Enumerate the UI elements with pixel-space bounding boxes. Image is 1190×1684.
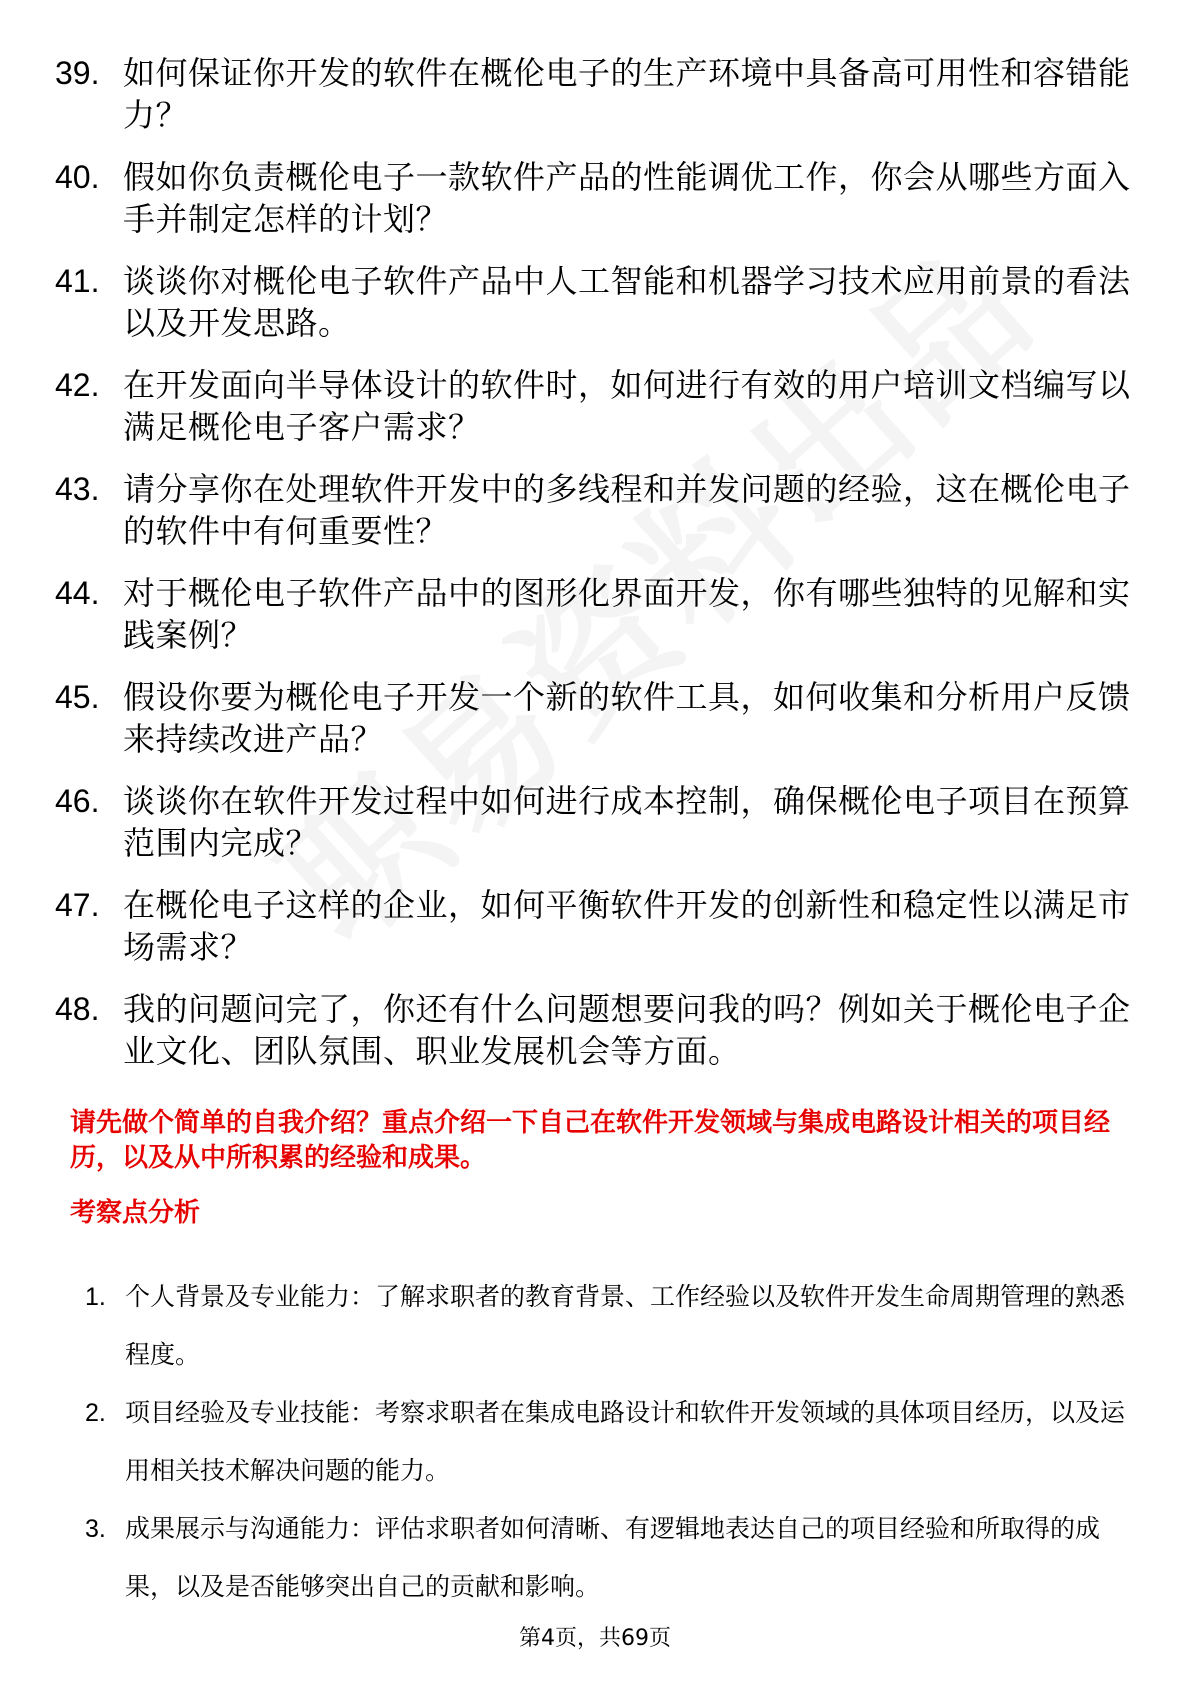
question-number: 42. bbox=[55, 367, 100, 403]
question-text: 在概伦电子这样的企业，如何平衡软件开发的创新性和稳定性以满足市场需求？ bbox=[123, 886, 1131, 966]
question-number: 46. bbox=[55, 783, 100, 819]
question-number: 48. bbox=[55, 991, 100, 1027]
question-text: 我的问题问完了，你还有什么问题想要问我的吗？例如关于概伦电子企业文化、团队氛围、职业发展机会等方面。 bbox=[123, 990, 1131, 1070]
question-number: 40. bbox=[55, 159, 100, 195]
analysis-list bbox=[85, 1268, 1125, 1616]
analysis-item bbox=[85, 1500, 1125, 1616]
question-item bbox=[55, 676, 1135, 760]
question-item bbox=[55, 156, 1135, 240]
question-text: 假如你负责概伦电子一款软件产品的性能调优工作，你会从哪些方面入手并制定怎样的计划？ bbox=[123, 158, 1131, 238]
question-number: 39. bbox=[55, 55, 100, 91]
analysis-item bbox=[85, 1268, 1125, 1384]
analysis-number: 1. bbox=[85, 1283, 106, 1311]
question-item bbox=[55, 884, 1135, 968]
analysis-text: 个人背景及专业能力：了解求职者的教育背景、工作经验以及软件开发生命周期管理的熟悉程度。 bbox=[125, 1282, 1126, 1369]
question-text: 如何保证你开发的软件在概伦电子的生产环境中具备高可用性和容错能力？ bbox=[123, 54, 1131, 134]
question-text: 在开发面向半导体设计的软件时，如何进行有效的用户培训文档编写以满足概伦电子客户需求？ bbox=[123, 366, 1131, 446]
question-number: 43. bbox=[55, 471, 100, 507]
question-item bbox=[55, 364, 1135, 448]
question-number: 45. bbox=[55, 679, 100, 715]
analysis-text: 成果展示与沟通能力：评估求职者如何清晰、有逻辑地表达自己的项目经验和所取得的成果，以及是否能够突出自己的贡献和影响。 bbox=[125, 1514, 1101, 1601]
question-item bbox=[55, 468, 1135, 552]
question-text: 对于概伦电子软件产品中的图形化界面开发，你有哪些独特的见解和实践案例？ bbox=[123, 574, 1131, 654]
question-item bbox=[55, 988, 1135, 1072]
analysis-item bbox=[85, 1384, 1125, 1500]
question-item bbox=[55, 572, 1135, 656]
question-text: 假设你要为概伦电子开发一个新的软件工具，如何收集和分析用户反馈来持续改进产品？ bbox=[123, 678, 1131, 758]
question-item bbox=[55, 260, 1135, 344]
question-text: 请分享你在处理软件开发中的多线程和并发问题的经验，这在概伦电子的软件中有何重要性？ bbox=[123, 470, 1131, 550]
page-footer: 第4页，共69页 bbox=[519, 1626, 671, 1651]
question-list bbox=[55, 52, 1135, 1092]
question-text: 谈谈你对概伦电子软件产品中人工智能和机器学习技术应用前景的看法以及开发思路。 bbox=[123, 262, 1131, 342]
analysis-number: 3. bbox=[85, 1515, 106, 1543]
question-number: 47. bbox=[55, 887, 100, 923]
question-item bbox=[55, 52, 1135, 136]
analysis-text: 项目经验及专业技能：考察求职者在集成电路设计和软件开发领域的具体项目经历，以及运用相关技术解决问题的能力。 bbox=[125, 1398, 1126, 1485]
analysis-number: 2. bbox=[85, 1399, 106, 1427]
question-item bbox=[55, 780, 1135, 864]
question-number: 44. bbox=[55, 575, 100, 611]
highlight-question: 请先做个简单的自我介绍？重点介绍一下自己在软件开发领域与集成电路设计相关的项目经历，以及从中所积累的经验和成果。 bbox=[70, 1108, 1111, 1173]
question-number: 41. bbox=[55, 263, 100, 299]
analysis-heading: 考察点分析 bbox=[70, 1198, 201, 1228]
question-text: 谈谈你在软件开发过程中如何进行成本控制，确保概伦电子项目在预算范围内完成？ bbox=[123, 782, 1131, 862]
